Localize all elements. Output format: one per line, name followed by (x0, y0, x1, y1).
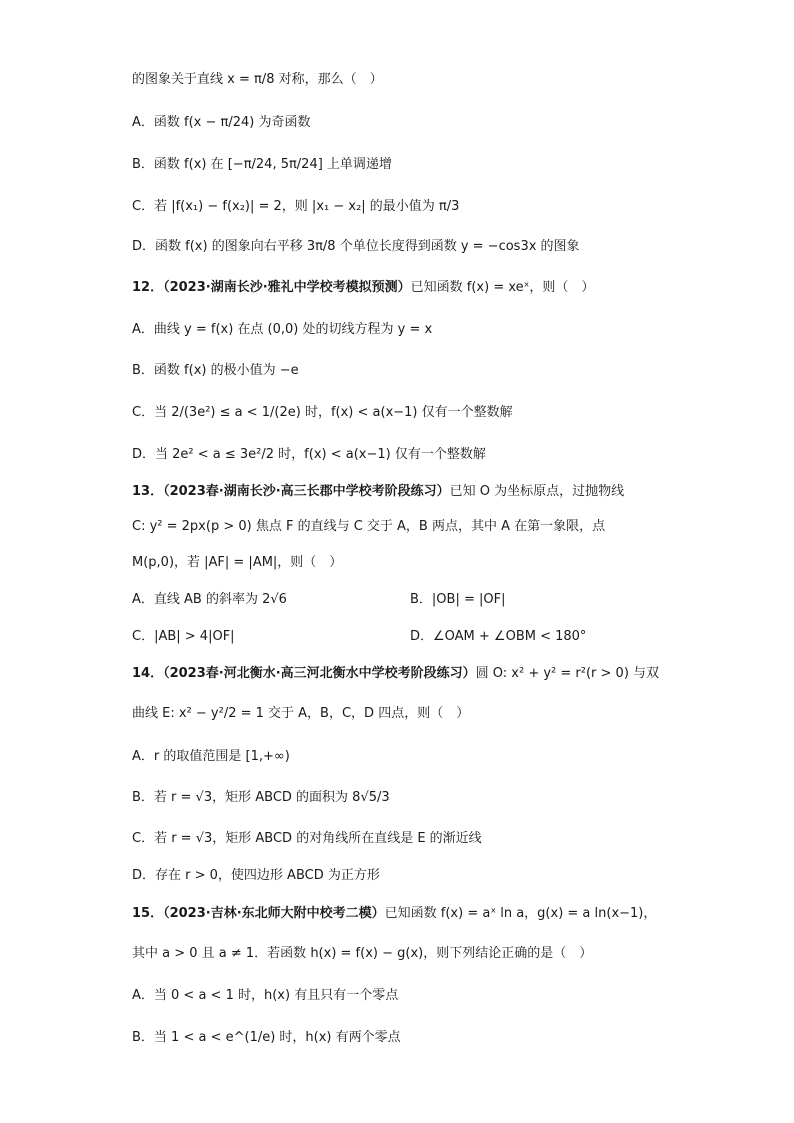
q13-options-row1 (132, 590, 506, 610)
q13-stem-line2: C: y² = 2px(p > 0) 焦点 F 的直线与 C 交于 A，B 两点，其中 A 在第一象限，点 (132, 519, 606, 534)
q13-option-d: D．∠OAM + ∠OBM < 180° (410, 629, 587, 644)
q12-option-d: D．当 2e² < a ≤ 3e²/2 时，f(x) < a(x−1) 仅有一个整数解 (132, 447, 486, 462)
q12-option-b: B．函数 f(x) 的极小值为 −e (132, 363, 299, 378)
q14-option-b: B．若 r = √3，矩形 ABCD 的面积为 8√5/3 (132, 790, 390, 805)
q13-option-a: A．直线 AB 的斜率为 2√6 (132, 592, 287, 607)
q11-option-b: B．函数 f(x) 在 [−π/24, 5π/24] 上单调递增 (132, 157, 392, 172)
q11-option-a: A．函数 f(x − π/24) 为奇函数 (132, 115, 311, 130)
q15-stem-line1: 15．（2023·吉林·东北师大附中校考二模）已知函数 f(x) = aˣ ln a，g(x) = a ln(x−1)， (132, 906, 657, 921)
q14-option-c: C．若 r = √3，矩形 ABCD 的对角线所在直线是 E 的渐近线 (132, 831, 482, 846)
q14-option-d: D．存在 r > 0，使四边形 ABCD 为正方形 (132, 868, 380, 883)
q12-stem: 12．（2023·湖南长沙·雅礼中学校考模拟预测）已知函数 f(x) = xeˣ，则（ ） (132, 280, 595, 295)
q13-option-b: B．|OB| = |OF| (410, 592, 506, 607)
q11-option-c: C．若 |f(x₁) − f(x₂)| = 2，则 |x₁ − x₂| 的最小值为 π/3 (132, 199, 460, 214)
q14-stem-line2: 曲线 E: x² − y²/2 = 1 交于 A，B，C，D 四点，则（ ） (132, 706, 470, 721)
q15-number: 15．（2023·吉林·东北师大附中校考二模） (132, 906, 385, 921)
q12-number: 12．（2023·湖南长沙·雅礼中学校考模拟预测） (132, 280, 411, 295)
q15-option-a: A．当 0 < a < 1 时，h(x) 有且只有一个零点 (132, 988, 399, 1003)
q13-stem-line1: 13．（2023春·湖南长沙·高三长郡中学校考阶段练习）已知 O 为坐标原点，过抛物线 (132, 484, 625, 499)
q11-stem-continuation: 的图象关于直线 x = π/8 对称，那么（ ） (132, 72, 383, 87)
q13-option-c: C．|AB| > 4|OF| (132, 629, 235, 644)
q14-number: 14．（2023春·河北衡水·高三河北衡水中学校考阶段练习） (132, 666, 476, 681)
q15-option-b: B．当 1 < a < e^(1/e) 时，h(x) 有两个零点 (132, 1030, 401, 1045)
q11-option-d: D．函数 f(x) 的图象向右平移 3π/8 个单位长度得到函数 y = −cos3x 的图象 (132, 239, 580, 254)
q13-options-row2 (132, 627, 587, 647)
q12-option-a: A．曲线 y = f(x) 在点 (0,0) 处的切线方程为 y = x (132, 322, 433, 337)
q13-stem-line3: M(p,0)，若 |AF| = |AM|，则（ ） (132, 555, 343, 570)
q14-stem-line1: 14．（2023春·河北衡水·高三河北衡水中学校考阶段练习）圆 O: x² + y² = r²(r > 0) 与双 (132, 666, 660, 681)
q15-stem-line2: 其中 a > 0 且 a ≠ 1．若函数 h(x) = f(x) − g(x)，则下列结论正确的是（ ） (132, 946, 593, 961)
q13-number: 13．（2023春·湖南长沙·高三长郡中学校考阶段练习） (132, 484, 450, 499)
q14-option-a: A．r 的取值范围是 [1,+∞) (132, 749, 290, 764)
q12-option-c: C．当 2/(3e²) ≤ a < 1/(2e) 时，f(x) < a(x−1) 仅有一个整数解 (132, 405, 513, 420)
